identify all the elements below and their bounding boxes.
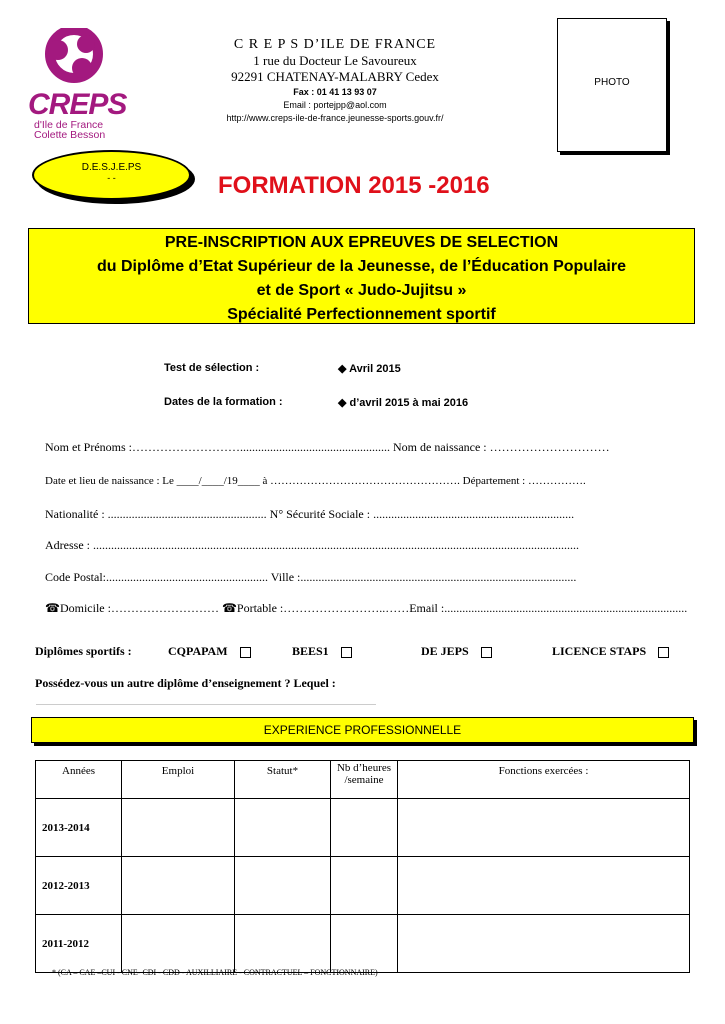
statut-cell[interactable] (235, 915, 331, 973)
formation-dates-value: ◆ d’avril 2015 à mai 2016 (338, 397, 469, 409)
checkbox-dejeps[interactable] (481, 647, 492, 658)
birth-field[interactable]: Date et lieu de naissance : Le ____/____/19____ à ……………………………………………. Département : ……………. (45, 475, 586, 487)
col-header-statut: Statut* (235, 761, 331, 799)
creps-logo-icon (28, 28, 120, 92)
phone-icon: ☎ (45, 601, 60, 615)
phone-email-field[interactable] (45, 601, 687, 616)
emploi-cell[interactable] (122, 799, 235, 857)
other-diploma-question: Possédez-vous un autre diplôme d’enseignement ? Lequel : (35, 676, 336, 690)
street: 1 rue du Docteur Le Savoureux (253, 53, 417, 68)
fonctions-cell[interactable] (398, 857, 690, 915)
diamond-bullet-icon: ◆ (338, 397, 350, 409)
address-field[interactable]: Adresse : .................................................................................................................................................................. (45, 538, 579, 552)
photo-box (557, 18, 667, 152)
heures-cell[interactable] (331, 915, 398, 973)
logo-subtitle: d'Ile de France (34, 119, 104, 131)
diploma-option-cqpapam: CQPAPAM (168, 644, 251, 659)
checkbox-staps[interactable] (658, 647, 669, 658)
col-header-heures: Nb d’heures /semaine (331, 761, 398, 799)
emploi-cell[interactable] (122, 915, 235, 973)
test-value: ◆ Avril 2015 (338, 363, 401, 375)
diploma-option-staps: LICENCE STAPS (552, 644, 669, 659)
table-row (36, 799, 690, 857)
banner-line: Spécialité Perfectionnement sportif (227, 306, 496, 323)
checkbox-bees1[interactable] (341, 647, 352, 658)
mobile-email-field[interactable]: Portable :……………………..……Email :................................................................................. (236, 601, 688, 615)
table-header-row (36, 761, 690, 799)
banner-line: du Diplôme d’Etat Supérieur de la Jeunesse, de l’Éducation Populaire (96, 258, 626, 275)
heures-cell[interactable] (331, 799, 398, 857)
website: http://www.creps-ile-de-france.jeunesse-sports.gouv.fr/ (226, 113, 444, 123)
postal-city-field[interactable]: Code Postal:...................................................... Ville :............................................................................................ (45, 570, 577, 584)
creps-logo (28, 28, 127, 141)
experience-table (35, 760, 690, 973)
statut-cell[interactable] (235, 857, 331, 915)
year-cell: 2011-2012 (36, 915, 122, 973)
photo-label: PHOTO (594, 77, 630, 88)
title-banner (28, 228, 695, 324)
logo-subtitle-2: Colette Besson (34, 129, 106, 141)
statut-cell[interactable] (235, 799, 331, 857)
diploma-oval (32, 150, 191, 200)
header-address (185, 36, 485, 125)
col-header-fonctions: Fonctions exercées : (398, 761, 690, 799)
banner-line: et de Sport « Judo-Jujitsu » (256, 282, 467, 299)
formation-dates-label: Dates de la formation : (164, 396, 283, 408)
fonctions-cell[interactable] (398, 799, 690, 857)
email: Email : portejpp@aol.com (283, 100, 387, 110)
emploi-cell[interactable] (122, 857, 235, 915)
oval-title: D.E.S.J.E.PS (81, 162, 142, 173)
diamond-bullet-icon: ◆ (338, 363, 350, 375)
heures-cell[interactable] (331, 857, 398, 915)
table-row (36, 915, 690, 973)
checkbox-cqpapam[interactable] (240, 647, 251, 658)
oval-subtitle: - - (107, 173, 116, 183)
col-header-emploi: Emploi (122, 761, 235, 799)
fonctions-cell[interactable] (398, 915, 690, 973)
table-row (36, 857, 690, 915)
year-cell: 2012-2013 (36, 857, 122, 915)
banner-line: PRE-INSCRIPTION AUX EPREUVES DE SELECTION (164, 234, 559, 251)
year-cell: 2013-2014 (36, 799, 122, 857)
logo-text: CREPS (28, 88, 127, 121)
experience-title: EXPERIENCE PROFESSIONNELLE (31, 717, 694, 743)
status-footnote: * (CA – CAE –CUI - CNE- CDI - CDD - AUXILLIAIRE - CONTRACTUEL – FONCTIONNAIRE) (52, 968, 378, 977)
diploma-option-bees1: BEES1 (292, 644, 352, 659)
fax: Fax : 01 41 13 93 07 (293, 87, 377, 97)
test-label: Test de sélection : (164, 362, 260, 374)
org-name: C R E P S D’ILE DE FRANCE (233, 37, 437, 52)
nationality-field[interactable]: Nationalité : ..................................................... N° Sécurité Sociale : ................................................................... (45, 507, 575, 521)
home-phone-field[interactable]: Domicile :……………………… (59, 601, 219, 615)
diplomas-label: Diplômes sportifs : (35, 644, 132, 658)
phone-icon: ☎ (221, 601, 237, 615)
city: 92291 CHATENAY-MALABRY Cedex (231, 69, 439, 84)
col-header-annees: Années (36, 761, 122, 799)
formation-title: FORMATION 2015 -2016 (218, 172, 490, 199)
name-field[interactable]: Nom et Prénoms :……………………….................................................. Nom de naissance : ………………………… (45, 440, 610, 454)
diploma-option-dejeps: DE JEPS (421, 644, 492, 659)
answer-line[interactable] (36, 704, 376, 705)
